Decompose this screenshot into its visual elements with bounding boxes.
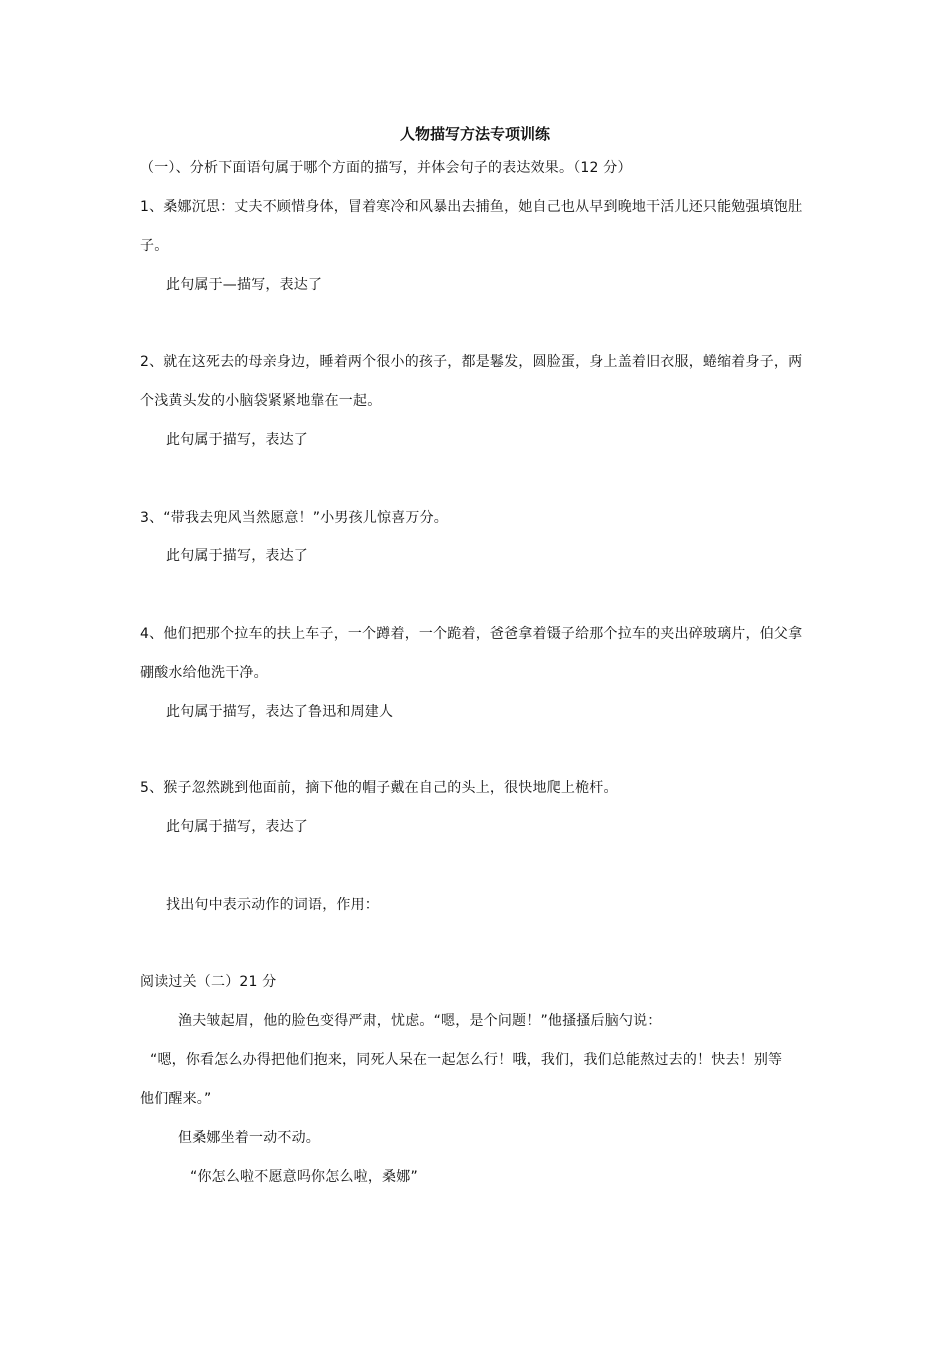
q3-answer-prompt: 此句属于描写，表达了 [166,548,308,564]
section2-heading: 阅读过关（二）21 分 [140,974,277,990]
reading-paragraph-2-line2: 他们醒来。” [140,1091,212,1107]
q5-text-line1: 5、猴子忽然跳到他面前，摘下他的帽子戴在自己的头上，很快地爬上桅杆。 [140,780,618,796]
reading-paragraph-2-line1: “嗯，你看怎么办得把他们抱来，同死人呆在一起怎么行！哦，我们，我们总能熬过去的！快去！别等 [150,1052,783,1068]
q2-text-line1: 2、就在这死去的母亲身边，睡着两个很小的孩子，都是鬈发，圆脸蛋，身上盖着旧衣服，蜷缩着身子，两 [140,354,803,370]
q3-text-line1: 3、“带我去兜风当然愿意！”小男孩儿惊喜万分。 [140,510,449,526]
reading-paragraph-3: 但桑娜坐着一动不动。 [178,1130,320,1146]
reading-paragraph-1: 渔夫皱起眉，他的脸色变得严肃，忧虑。“嗯，是个问题！”他搔搔后脑勺说： [178,1013,662,1029]
q1-answer-prompt: 此句属于—描写，表达了 [166,277,323,293]
q2-answer-prompt: 此句属于描写，表达了 [166,432,308,448]
q1-text-line2: 子。 [140,238,169,254]
reading-paragraph-4: “你怎么啦不愿意吗你怎么啦，桑娜” [190,1169,418,1185]
q4-text-line1: 4、他们把那个拉车的扶上车子，一个蹲着，一个跪着，爸爸拿着镊子给那个拉车的夹出碎玻璃片，伯父拿 [140,626,803,642]
q4-text-line2: 硼酸水给他洗干净。 [140,665,268,681]
section1-heading: （一）、分析下面语句属于哪个方面的描写，并体会句子的表达效果。（12 分） [140,160,632,176]
q2-text-line2: 个浅黄头发的小脑袋紧紧地靠在一起。 [140,393,382,409]
q1-text-line1: 1、桑娜沉思：丈夫不顾惜身体，冒着寒冷和风暴出去捕鱼，她自己也从早到晚地干活儿还只能勉强填饱肚 [140,199,803,215]
q4-answer-prompt: 此句属于描写，表达了鲁迅和周建人 [166,704,394,720]
q5-extra-prompt: 找出句中表示动作的词语，作用： [166,897,379,913]
q5-answer-prompt: 此句属于描写，表达了 [166,819,308,835]
document-title: 人物描写方法专项训练 [399,125,550,143]
